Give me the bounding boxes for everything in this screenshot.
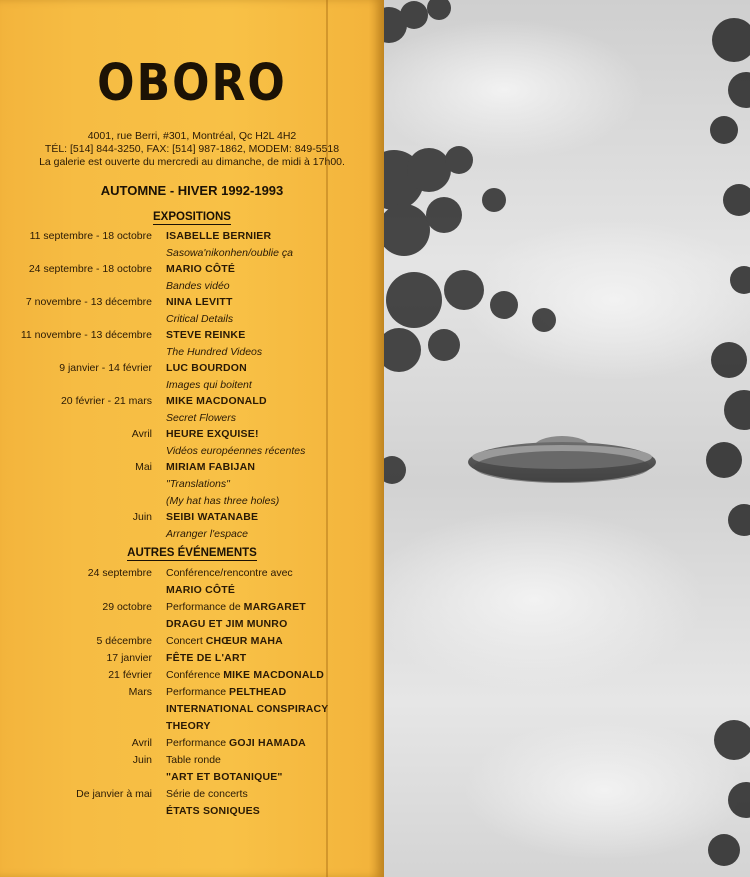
event-date: 17 janvier: [106, 652, 152, 664]
event-performer: "ART ET BOTANIQUE": [166, 771, 283, 783]
tree-foliage-right: [706, 18, 750, 866]
event-date: 24 septembre: [87, 567, 152, 579]
event-performer: PELTHEAD: [229, 686, 287, 698]
exposition-date: 20 février - 21 mars: [60, 395, 152, 407]
event-date: 21 février: [108, 669, 152, 681]
artist-name: NINA LEVITT: [166, 296, 233, 308]
exposition-date: 24 septembre - 18 octobre: [28, 263, 152, 275]
ufo-photo: [384, 0, 750, 877]
event-performer: INTERNATIONAL CONSPIRACY: [166, 703, 329, 715]
artist-name: MIRIAM FABIJAN: [166, 461, 256, 473]
event-description: [166, 616, 306, 633]
event-type: Performance: [166, 686, 230, 698]
event-description: [166, 599, 306, 616]
artist-name: MIKE MACDONALD: [166, 395, 267, 407]
event-performer: FÊTE DE L'ART: [166, 652, 247, 664]
event-performer: MARGARET: [243, 601, 306, 613]
season-title: AUTOMNE - HIVER 1992-1993: [100, 183, 284, 198]
event-date: 5 décembre: [96, 635, 152, 647]
event-performer: MIKE MACDONALD: [223, 669, 324, 681]
event-date: De janvier à mai: [76, 788, 152, 800]
event-description: [166, 701, 329, 718]
opening-hours: La galerie est ouverte du mercredi au dimanche, de midi à 17h00.: [39, 156, 345, 168]
event-description: [166, 633, 283, 650]
artist-name: ISABELLE BERNIER: [166, 230, 272, 242]
event-type: Performance de: [166, 601, 244, 613]
exhibition-title: Images qui boitent: [166, 379, 252, 391]
contact-numbers: TÉL: [514] 844-3250, FAX: [514] 987-1862, MODEM: 849-5518: [44, 143, 340, 155]
artist-name: MARIO CÔTÉ: [166, 263, 236, 275]
oboro-logo: OBORO: [97, 54, 287, 113]
event-performer: DRAGU ET JIM MUNRO: [166, 618, 288, 630]
photo-illustration: [384, 0, 750, 877]
exposition-date: Mai: [135, 461, 152, 473]
artist-name: SEIBI WATANABE: [166, 511, 259, 523]
event-date: Avril: [131, 737, 152, 749]
artist-name: HEURE EXQUISE!: [166, 428, 259, 440]
exhibition-title: Vidéos européennes récentes: [166, 445, 306, 457]
event-description: [166, 735, 306, 752]
address: 4001, rue Berri, #301, Montréal, Qc H2L 4H2: [87, 130, 297, 142]
event-type: Concert: [166, 635, 206, 647]
exhibition-title: Sasowa'nikonhen/oublie ça: [166, 247, 293, 259]
event-description: [166, 650, 246, 667]
exposition-date: 11 septembre - 18 octobre: [29, 230, 152, 242]
exposition-date: Avril: [131, 428, 152, 440]
exhibition-title: Critical Details: [166, 313, 234, 325]
event-description: [166, 684, 329, 701]
exposition-date: Juin: [132, 511, 152, 523]
events-heading: AUTRES ÉVÉNEMENTS: [127, 547, 257, 559]
exhibition-title: Secret Flowers: [166, 412, 237, 424]
expositions-heading: EXPOSITIONS: [153, 211, 231, 223]
flying-saucer: [468, 436, 656, 483]
exposition-date: 11 novembre - 13 décembre: [20, 329, 152, 341]
artist-name: LUC BOURDON: [166, 362, 247, 374]
exposition-date: 9 janvier - 14 février: [59, 362, 152, 374]
event-performer: CHŒUR MAHA: [205, 635, 283, 647]
event-description: [166, 565, 293, 582]
event-performer: MARIO CÔTÉ: [166, 584, 236, 596]
event-description: [166, 752, 283, 769]
page-fold: [326, 0, 328, 877]
event-description: [166, 803, 260, 820]
event-date: Mars: [128, 686, 152, 698]
artist-name: STEVE REINKE: [166, 329, 246, 341]
event-description: [166, 582, 293, 599]
event-type: Conférence/rencontre avec: [166, 567, 293, 579]
exhibition-title: The Hundred Videos: [166, 346, 263, 358]
exhibition-title: (My hat has three holes): [166, 495, 280, 507]
event-type: Table ronde: [166, 754, 221, 766]
event-type: Performance: [166, 737, 230, 749]
event-performer: THEORY: [166, 720, 211, 732]
event-description: [166, 769, 283, 786]
event-type: Série de concerts: [166, 788, 248, 800]
exhibition-title: Bandes vidéo: [166, 280, 230, 292]
event-description: [166, 667, 324, 684]
event-performer: ÉTATS SONIQUES: [166, 805, 261, 817]
exhibition-title: "Translations": [166, 478, 230, 490]
exhibition-title: Arranger l'espace: [166, 528, 248, 540]
event-date: Juin: [132, 754, 152, 766]
event-date: 29 octobre: [102, 601, 152, 613]
event-description: [166, 718, 329, 735]
exposition-date: 7 novembre - 13 décembre: [25, 296, 152, 308]
event-type: Conférence: [166, 669, 224, 681]
event-description: [166, 786, 260, 803]
event-performer: GOJI HAMADA: [229, 737, 306, 749]
